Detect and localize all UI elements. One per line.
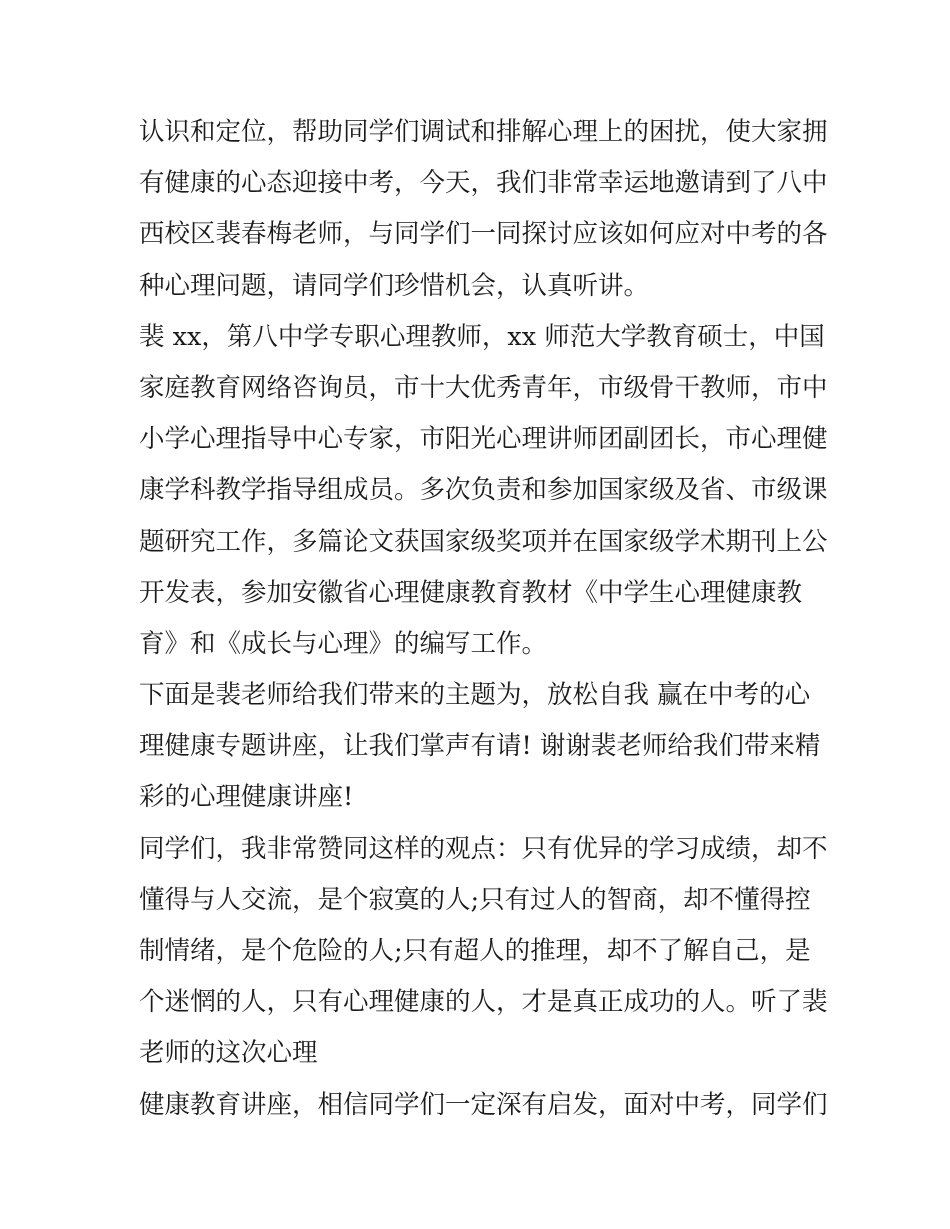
- text-line: 种心理问题，请同学们珍惜机会，认真听讲。: [139, 270, 650, 301]
- text-line: 彩的心理健康讲座!: [139, 782, 354, 813]
- text-line: 康学科教学指导组成员。多次负责和参加国家级及省、市级课: [139, 475, 828, 506]
- text-line: 同学们，我非常赞同这样的观点：只有优异的学习成绩，却不: [139, 833, 828, 864]
- text-line: 小学心理指导中心专家，市阳光心理讲师团副团长，市心理健: [139, 424, 828, 455]
- text-line: 开发表，参加安徽省心理健康教育教材《中学生心理健康教: [139, 577, 803, 608]
- text-line: 育》和《成长与心理》的编写工作。: [139, 628, 548, 659]
- text-line: 题研究工作，多篇论文获国家级奖项并在国家级学术期刊上公: [139, 526, 828, 557]
- text-line: 认识和定位，帮助同学们调试和排解心理上的困扰，使大家拥: [139, 117, 828, 147]
- text-line: 老师的这次心理: [139, 1038, 318, 1069]
- body-text: [139, 107, 828, 1131]
- text-line: 懂得与人交流，是个寂寞的人;只有过人的智商，却不懂得控: [139, 884, 811, 915]
- text-line: 理健康专题讲座，让我们掌声有请! 谢谢裴老师给我们带来精: [139, 731, 821, 762]
- text-line: 家庭教育网络咨询员，市十大优秀青年，市级骨干教师，市中: [139, 372, 828, 403]
- text-line: 下面是裴老师给我们带来的主题为，放松自我 赢在中考的心: [139, 680, 811, 711]
- text-line: 西校区裴春梅老师，与同学们一同探讨应该如何应对中考的各: [139, 219, 828, 250]
- text-line: 健康教育讲座，相信同学们一定深有启发，面对中考，同学们: [139, 1089, 828, 1120]
- text-line: 有健康的心态迎接中考，今天，我们非常幸运地邀请到了八中: [139, 168, 828, 199]
- text-line: 裴 xx，第八中学专职心理教师，xx 师范大学教育硕士，中国: [139, 321, 825, 352]
- text-line: 个迷惘的人，只有心理健康的人，才是真正成功的人。听了裴: [139, 987, 828, 1018]
- text-line: 制情绪，是个危险的人;只有超人的推理，却不了解自己，是: [139, 936, 811, 966]
